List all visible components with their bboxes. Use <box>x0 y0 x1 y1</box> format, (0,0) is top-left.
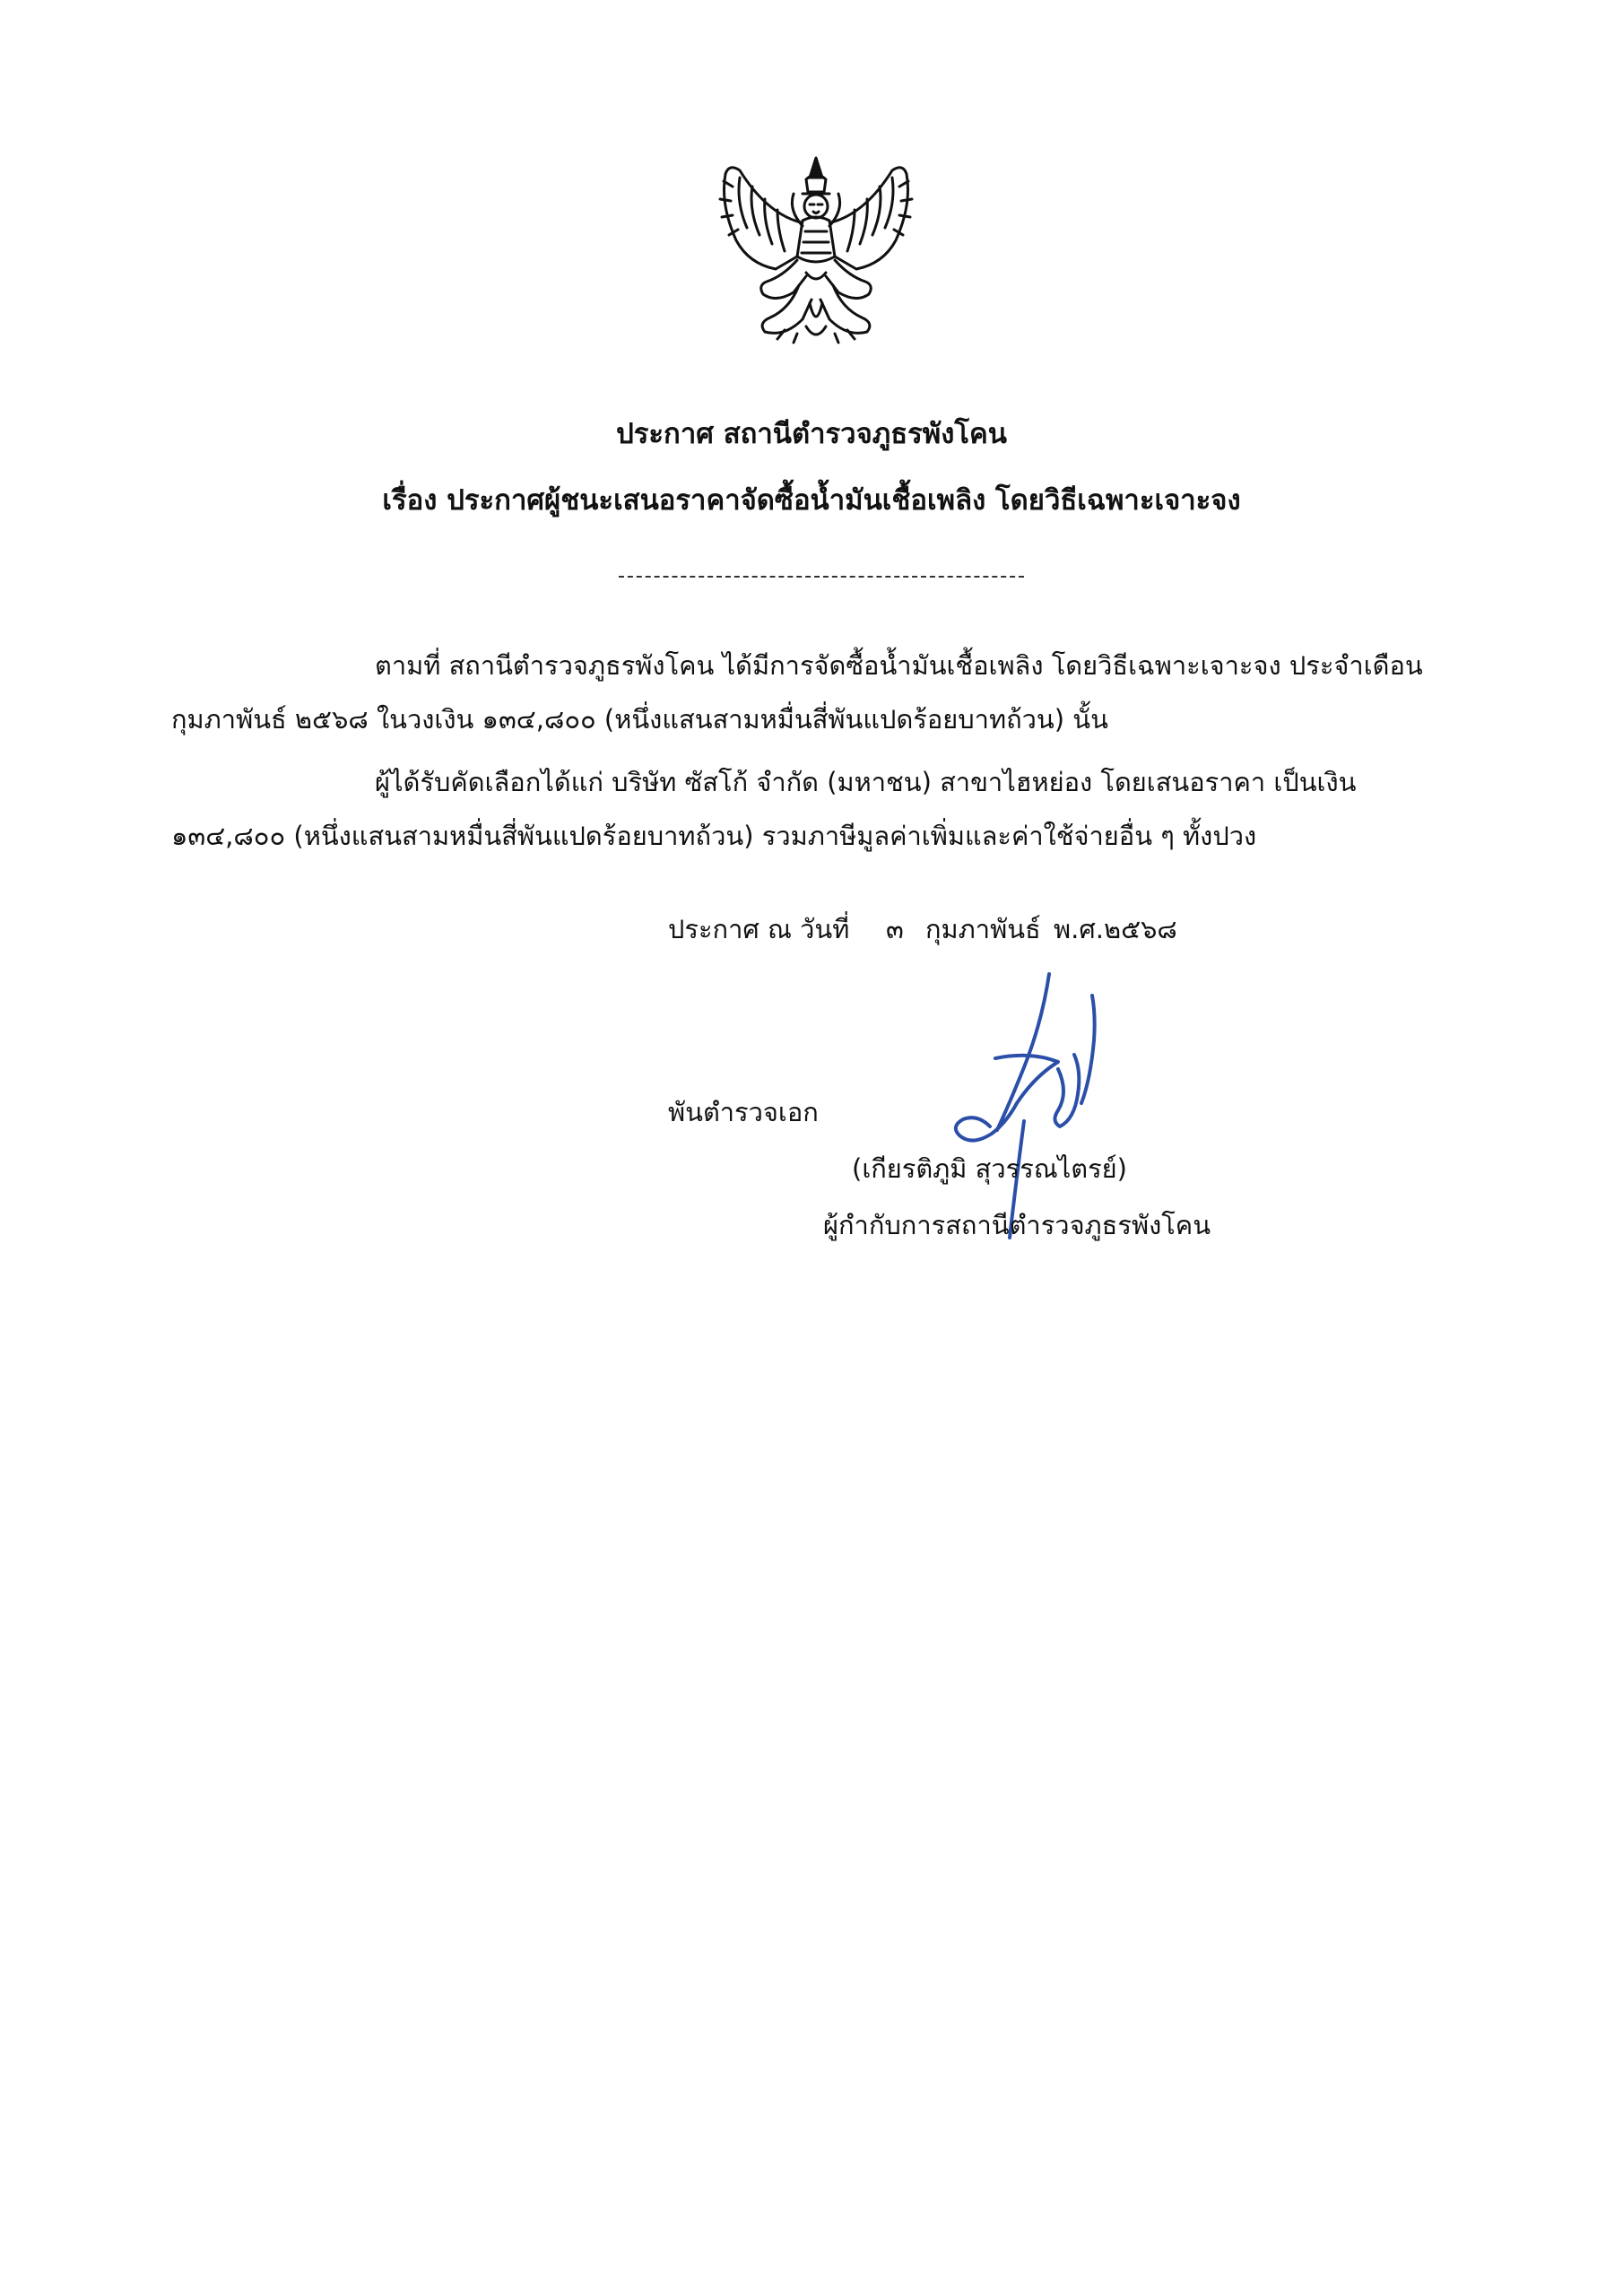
date-label: ประกาศ ณ วันที่ <box>668 914 850 944</box>
signer-rank: พันตำรวจเอก <box>668 1097 819 1127</box>
paragraph-1-line-1: ตามที่ สถานีตำรวจภูธรพังโคน ได้มีการจัดซื้อน้ำมันเชื้อเพลิง โดยวิธีเฉพาะเจาะจง ประจำเดือน <box>375 650 1423 681</box>
date-day: ๓ <box>886 914 904 944</box>
signer-name: (เกียรติภูมิ สุวรรณไตรย์) <box>852 1153 1127 1184</box>
paragraph-2-line-2: ๑๓๔,๘๐๐ (หนึ่งแสนสามหมื่นสี่พันแปดร้อยบาทถ้วน) รวมภาษีมูลค่าเพิ่มและค่าใช้จ่ายอื่น ๆ ทั้งปวง <box>171 821 1257 851</box>
date-year: พ.ศ.๒๕๖๘ <box>1054 914 1177 944</box>
announcement-title: ประกาศ สถานีตำรวจภูธรพังโคน <box>616 418 1007 450</box>
paragraph-2-line-1: ผู้ได้รับคัดเลือกได้แก่ บริษัท ซัสโก้ จำกัด (มหาชน) สาขาไฮหย่อง โดยเสนอราคา เป็นเงิน <box>375 767 1357 797</box>
signer-position: ผู้กำกับการสถานีตำรวจภูธรพังโคน <box>823 1210 1211 1240</box>
divider <box>619 576 1024 578</box>
announcement-subject: เรื่อง ประกาศผู้ชนะเสนอราคาจัดซื้อน้ำมันเชื้อเพลิง โดยวิธีเฉพาะเจาะจง <box>382 484 1241 517</box>
paragraph-1-line-2: กุมภาพันธ์ ๒๕๖๘ ในวงเงิน ๑๓๔,๘๐๐ (หนึ่งแสนสามหมื่นสี่พันแปดร้อยบาทถ้วน) นั้น <box>171 704 1108 735</box>
date-month: กุมภาพันธ์ <box>925 914 1041 944</box>
garuda-emblem-icon <box>713 151 919 346</box>
